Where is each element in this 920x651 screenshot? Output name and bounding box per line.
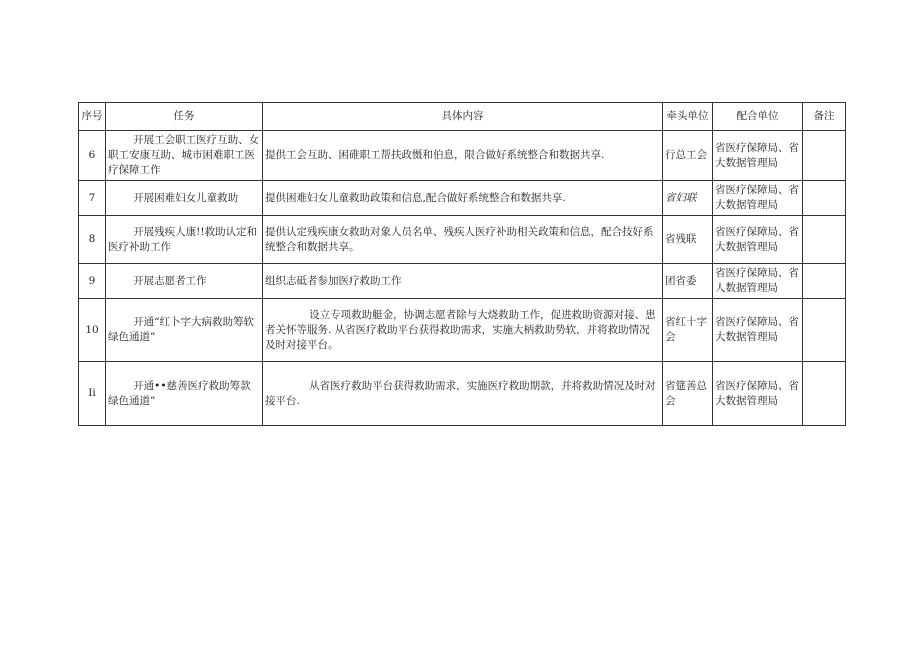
row-content: 提供认定残疾康女救助对象人员名单、残疾人医疗补助相关政策和信息，配合技好系统整合和数据共享。 — [263, 216, 663, 264]
row-task: 开展志愿者工作 — [106, 264, 263, 299]
row-remark — [803, 181, 846, 216]
row-number: 7 — [79, 181, 106, 216]
header-task: 任务 — [106, 103, 263, 131]
row-task: 开展工会职工医疗互助、女职工安康互助、城市困难职工医疗保障工作 — [106, 131, 263, 181]
table-row — [79, 131, 846, 181]
row-partner-unit: 省医疗保障局、省大数据管理局 — [713, 216, 803, 264]
row-task: 开通“红卜字大病救助筹软绿色通道” — [106, 299, 263, 362]
header-row — [79, 103, 846, 131]
row-lead-unit: 团省委 — [663, 264, 713, 299]
header-lead-unit: 牵头单位 — [663, 103, 713, 131]
row-remark — [803, 264, 846, 299]
row-partner-unit: 省医疗保障局、省大数据管理局 — [713, 131, 803, 181]
header-content: 具体内容 — [263, 103, 663, 131]
row-content: 组织志砥者参加医疗救助工作 — [263, 264, 663, 299]
table-row — [79, 299, 846, 362]
row-number: 6 — [79, 131, 106, 181]
row-partner-unit: 省医疗保障局、省人数据管理局 — [713, 264, 803, 299]
row-lead-unit — [663, 181, 713, 216]
task-table — [78, 102, 846, 426]
row-content: 提供困难妇女儿童救助政策和信息,配合做好系统整合和数据共享. — [263, 181, 663, 216]
row-lead-unit: 行总工会 — [663, 131, 713, 181]
header-no: 序号 — [79, 103, 106, 131]
table-row — [79, 216, 846, 264]
row-remark — [803, 216, 846, 264]
row-content: 从省医疗救助平台获得救助需求，实施医疗救助期款，并将救助情况及时对接平台. — [263, 362, 663, 426]
header-remark: 备注 — [803, 103, 846, 131]
table-row — [79, 264, 846, 299]
row-remark — [803, 362, 846, 426]
row-remark — [803, 131, 846, 181]
row-number: 9 — [79, 264, 106, 299]
row-partner-unit: 省医疗保障局、省大数据管理局 — [713, 299, 803, 362]
table-row — [79, 181, 846, 216]
header-partner-unit: 配合单位 — [713, 103, 803, 131]
table-row — [79, 362, 846, 426]
row-partner-unit: 省医疗保障局、省大数据管理局 — [713, 362, 803, 426]
row-lead-unit: 省红十字会 — [663, 299, 713, 362]
row-task: 开展残疾人康!!救助认定和医疗补助工作 — [106, 216, 263, 264]
row-remark — [803, 299, 846, 362]
row-content: 提供工会互助、困碓职工帮扶政慑和伯息，限合做好系统整合和数据共享. — [263, 131, 663, 181]
row-partner-unit: 省医疗保障局、省大数据管理局 — [713, 181, 803, 216]
row-task: 开展困难妇女儿童救助 — [106, 181, 263, 216]
row-number: 8 — [79, 216, 106, 264]
lead-unit-text: 省妇联 — [665, 191, 697, 204]
row-lead-unit: 省筵善总会 — [663, 362, 713, 426]
row-number: 10 — [79, 299, 106, 362]
row-content: 设立专项救助艇金，协调志愿者除与大烧救助工作，促进救助资源对接、患者关怀等服务. 从省医疗救助平台获得救助需求，实施大柄救助势软，并将救助情况及时对接平台。 — [263, 299, 663, 362]
row-task: 开通••慈善医疗救助筹款绿色通道” — [106, 362, 263, 426]
row-lead-unit: 省残联 — [663, 216, 713, 264]
row-number: Ii — [79, 362, 106, 426]
